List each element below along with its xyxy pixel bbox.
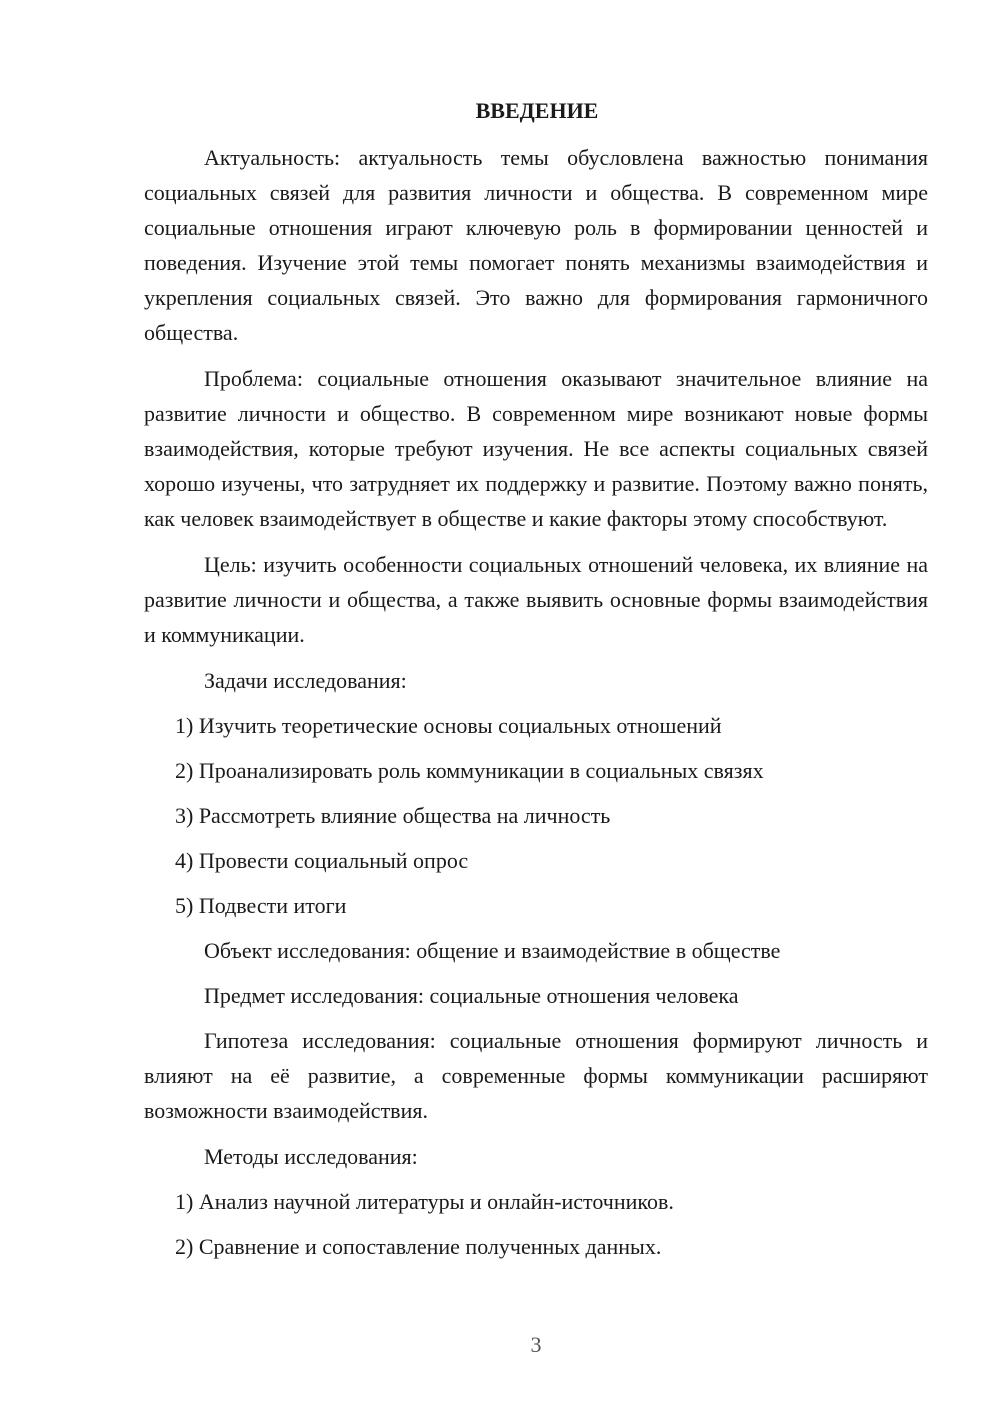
object-line: Объект исследования: общение и взаимодействие в обществе — [204, 938, 781, 963]
methods-list — [144, 1184, 928, 1264]
task-item-1: 1) Изучить теоретические основы социальных отношений — [175, 713, 722, 738]
task-item-5: 5) Подвести итоги — [175, 893, 347, 918]
hypothesis-paragraph: Гипотеза исследования: социальные отношения формируют личность и влияют на её развитие, а современные формы коммуникации расширяют возможности взаимодействия. — [144, 1028, 928, 1123]
tasks-list — [144, 708, 928, 923]
method-item-1: 1) Анализ научной литературы и онлайн-источников. — [175, 1189, 674, 1214]
subject-line: Предмет исследования: социальные отношения человека — [204, 983, 739, 1008]
page-number: 3 — [530, 1332, 542, 1357]
methods-heading: Методы исследования: — [204, 1144, 418, 1169]
tasks-heading: Задачи исследования: — [204, 668, 407, 693]
goal-paragraph: Цель: изучить особенности социальных отношений человека, их влияние на развитие личности и общества, а также выявить основные формы взаимодействия и коммуникации. — [144, 552, 928, 647]
task-item-2: 2) Проанализировать роль коммуникации в социальных связях — [175, 758, 764, 783]
method-item-2: 2) Сравнение и сопоставление полученных данных. — [175, 1234, 662, 1259]
relevance-paragraph: Актуальность: актуальность темы обусловлена важностью понимания социальных связей для развития личности и общества. В современном мире социальные отношения играют ключевую роль в формировании ценностей и поведения. Изучение этой темы помогает понять механизмы взаимодействия и укрепления социальных связей. Это важно для формирования гармоничного общества. — [144, 145, 928, 345]
task-item-3: 3) Рассмотреть влияние общества на личность — [175, 803, 611, 828]
page-title: ВВЕДЕНИЕ — [475, 98, 599, 123]
document-page — [144, 96, 928, 1274]
task-item-4: 4) Провести социальный опрос — [175, 848, 469, 873]
problem-paragraph: Проблема: социальные отношения оказывают значительное влияние на развитие личности и общество. В современном мире возникают новые формы взаимодействия, которые требуют изучения. Не все аспекты социальных связей хорошо изучены, что затрудняет их поддержку и развитие. Поэтому важно понять, как человек взаимодействует в обществе и какие факторы этому способствуют. — [144, 366, 928, 531]
